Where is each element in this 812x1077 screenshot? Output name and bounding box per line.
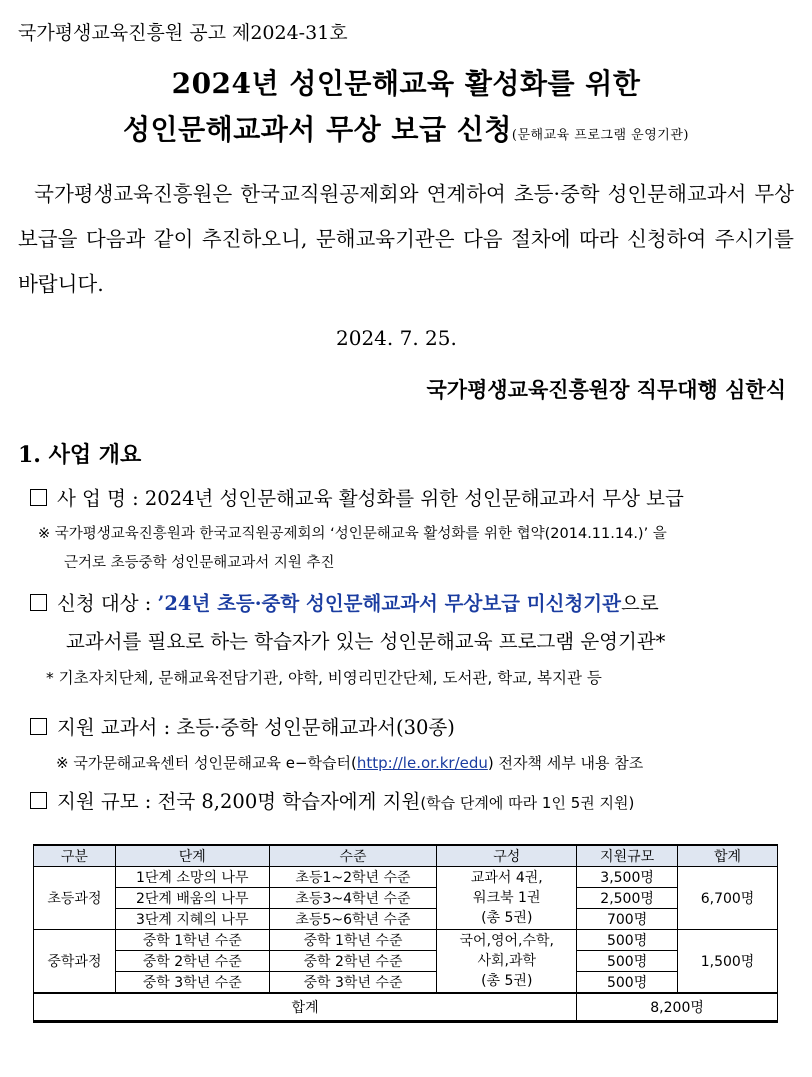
level-cell: 초등1~2학년 수준 bbox=[269, 867, 437, 888]
count-cell: 500명 bbox=[577, 972, 678, 994]
stage-cell: 중학 2학년 수준 bbox=[115, 951, 269, 972]
elementary-composition bbox=[437, 867, 577, 930]
composition-line: 사회,과학 bbox=[477, 953, 537, 969]
checkbox-icon bbox=[30, 792, 47, 809]
target-label: 신청 대상 : bbox=[57, 592, 152, 615]
grand-total-label: 합계 bbox=[34, 993, 577, 1022]
stage-cell: 3단계 지혜의 나무 bbox=[115, 909, 269, 930]
table-row bbox=[34, 972, 778, 994]
middle-total: 1,500명 bbox=[678, 930, 778, 994]
support-table bbox=[33, 844, 778, 1023]
intro-paragraph bbox=[18, 172, 794, 307]
target-note: * 기초자치단체, 문해교육전담기관, 야학, 비영리민간단체, 도서관, 학교, 복지관 등 bbox=[46, 669, 602, 687]
table-row bbox=[34, 951, 778, 972]
header-composition: 구성 bbox=[437, 845, 577, 867]
composition-line: 국어,영어,수학, bbox=[459, 933, 555, 949]
stage-cell: 1단계 소망의 나무 bbox=[115, 867, 269, 888]
composition-line: 워크북 1권 bbox=[473, 890, 541, 906]
elementary-total: 6,700명 bbox=[678, 867, 778, 930]
header-category: 구분 bbox=[34, 845, 116, 867]
composition-line: (총 5권) bbox=[481, 910, 533, 926]
level-cell: 초등3~4학년 수준 bbox=[269, 888, 437, 909]
header-level: 수준 bbox=[269, 845, 437, 867]
level-cell: 중학 2학년 수준 bbox=[269, 951, 437, 972]
checkbox-icon bbox=[30, 489, 47, 506]
scale-label: 지원 규모 : bbox=[57, 790, 152, 813]
middle-composition bbox=[437, 930, 577, 994]
header-stage: 단계 bbox=[115, 845, 269, 867]
level-cell: 초등5~6학년 수준 bbox=[269, 909, 437, 930]
table-row bbox=[34, 909, 778, 930]
notice-number: 국가평생교육진흥원 공고 제2024-31호 bbox=[18, 22, 348, 44]
checkbox-icon bbox=[30, 594, 47, 611]
textbook-note bbox=[56, 752, 643, 773]
level-cell: 중학 3학년 수준 bbox=[269, 972, 437, 994]
table-row bbox=[34, 888, 778, 909]
textbook-note-post: ) 전자책 세부 내용 참조 bbox=[487, 754, 644, 772]
project-label: 사 업 명 : bbox=[57, 487, 139, 510]
target-rest: 으로 bbox=[620, 592, 659, 615]
target-row bbox=[30, 588, 659, 616]
title-line-1: 2024년 성인문해교육 활성화를 위한 bbox=[171, 67, 641, 100]
count-cell: 2,500명 bbox=[577, 888, 678, 909]
project-name-row bbox=[30, 483, 684, 511]
table-header-row bbox=[34, 845, 778, 867]
elementary-category: 초등과정 bbox=[34, 867, 116, 930]
project-value: 2024년 성인문해교육 활성화를 위한 성인문해교과서 무상 보급 bbox=[144, 487, 684, 510]
count-cell: 500명 bbox=[577, 951, 678, 972]
grand-total-value: 8,200명 bbox=[577, 993, 778, 1022]
composition-line: (총 5권) bbox=[481, 973, 533, 989]
level-cell: 중학 1학년 수준 bbox=[269, 930, 437, 951]
textbook-note-pre: ※ 국가문해교육센터 성인문해교육 e−학습터( bbox=[56, 754, 357, 772]
stage-cell: 중학 3학년 수준 bbox=[115, 972, 269, 994]
grand-total-row bbox=[34, 993, 778, 1022]
title-main: 성인문해교과서 무상 보급 신청 bbox=[123, 113, 512, 146]
count-cell: 700명 bbox=[577, 909, 678, 930]
section-heading: 1. 사업 개요 bbox=[18, 442, 142, 468]
count-cell: 500명 bbox=[577, 930, 678, 951]
scale-row bbox=[30, 786, 634, 814]
composition-line: 교과서 4권, bbox=[470, 870, 543, 886]
textbook-row bbox=[30, 712, 455, 740]
title-subtitle: (문해교육 프로그램 운영기관) bbox=[511, 128, 689, 143]
textbook-value: 초등·중학 성인문해교과서(30종) bbox=[176, 716, 455, 739]
header-total: 합계 bbox=[678, 845, 778, 867]
scale-value: 전국 8,200명 학습자에게 지원 bbox=[157, 790, 421, 813]
count-cell: 3,500명 bbox=[577, 867, 678, 888]
stage-cell: 중학 1학년 수준 bbox=[115, 930, 269, 951]
table-row bbox=[34, 930, 778, 951]
textbook-label: 지원 교과서 : bbox=[57, 716, 171, 739]
target-line-2: 교과서를 필요로 하는 학습자가 있는 성인문해교육 프로그램 운영기관* bbox=[66, 630, 666, 653]
table-row bbox=[34, 867, 778, 888]
header-count: 지원규모 bbox=[577, 845, 678, 867]
announcement-date: 2024. 7. 25. bbox=[336, 326, 457, 350]
project-note-2: 근거로 초등중학 성인문해교과서 지원 추진 bbox=[64, 555, 335, 571]
signer: 국가평생교육진흥원장 직무대행 심한식 bbox=[426, 377, 786, 402]
target-highlight: ’24년 초등·중학 성인문해교과서 무상보급 미신청기관 bbox=[157, 592, 621, 615]
title-line-2 bbox=[0, 108, 812, 148]
middle-category: 중학과정 bbox=[34, 930, 116, 994]
intro-text: 국가평생교육진흥원은 한국교직원공제회와 연계하여 초등·중학 성인문해교과서 무상 보급을 다음과 같이 추진하오니, 문해교육기관은 다음 절차에 따라 신청하여 주시기를 바랍니다. bbox=[18, 182, 794, 296]
checkbox-icon bbox=[30, 718, 47, 735]
elearning-link[interactable]: http://le.or.kr/edu bbox=[356, 754, 488, 772]
stage-cell: 2단계 배움의 나무 bbox=[115, 888, 269, 909]
project-note-1: ※ 국가평생교육진흥원과 한국교직원공제회의 ‘성인문해교육 활성화를 위한 협약(2014.11.14.)’ 을 bbox=[38, 526, 667, 542]
scale-note: (학습 단계에 따라 1인 5권 지원) bbox=[420, 794, 635, 812]
